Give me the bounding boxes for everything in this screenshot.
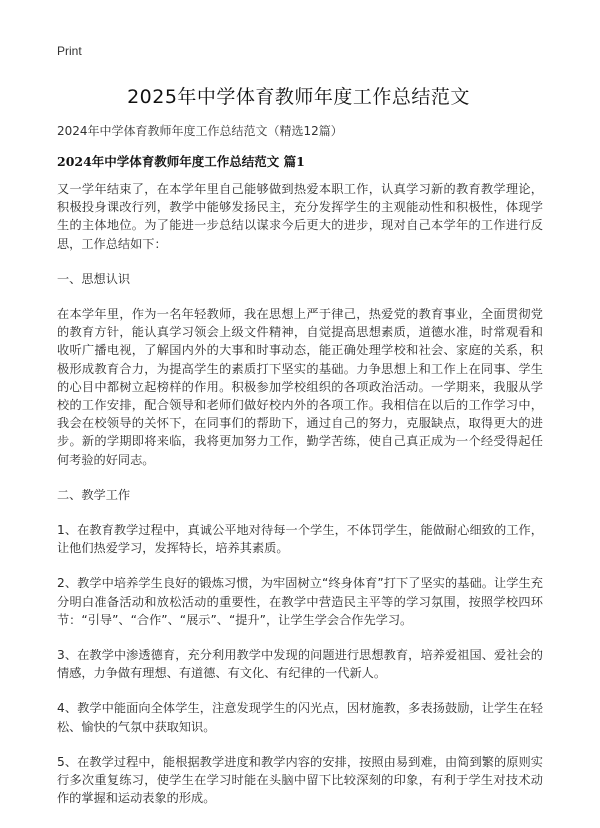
teaching-item-1: 1、在教育教学过程中，真诚公平地对待每一个学生，不体罚学生，能做耐心细致的工作，让他们热爱学习，发挥特长，培养其素质。 <box>57 523 543 556</box>
document-title: 2025年中学体育教师年度工作总结范文 <box>127 86 470 108</box>
teaching-item-5: 5、在教学过程中，能根据教学进度和教学内容的安排，按照由易到难，由简到繁的原则实行多次重复练习，使学生在学习时能在头脑中留下比较深刻的印象，有利于学生对技术动作的掌握和运动表象的形成。 <box>57 754 543 806</box>
teaching-item-3: 3、在教学中渗透德育，充分利用教学中发现的问题进行思想教育，培养爱祖国、爱社会的情感，力争做有理想、有道德、有文化、有纪律的一代新人。 <box>57 648 543 681</box>
print-link[interactable]: Print <box>57 44 82 58</box>
heading-teaching: 二、教学工作 <box>57 487 131 502</box>
document-subtitle: 2024年中学体育教师年度工作总结范文（精选12篇） <box>57 124 343 138</box>
teaching-item-4: 4、教学中能面向全体学生，注意发现学生的闪光点，因材施教，多表扬鼓励，让学生在轻松、愉快的气氛中获取知识。 <box>57 701 543 734</box>
section-title: 2024年中学体育教师年度工作总结范文 篇1 <box>57 154 305 169</box>
heading-ideology: 一、思想认识 <box>57 271 131 286</box>
teaching-item-2: 2、教学中培养学生良好的锻炼习惯，为牢固树立“终身体育”打下了坚实的基础。让学生充分明白准备活动和放松活动的重要性，在教学中营造民主平等的学习氛围，按照学校四环节：“引导”、“合作”、“展示”、“提升”，让学生学会合作先学习。 <box>57 576 543 627</box>
ideology-paragraph: 在本学年里，作为一名年轻教师，我在思想上严于律己，热爱党的教育事业，全面贯彻党的教育方针，能认真学习领会上级文件精神，自觉提高思想素质，道德水准，时常观看和收听广播电视，了解国内外的大事和时事动态，能正确处理学校和社会、家庭的关系，积极形成教育合力，为提高学生的素质打下坚实的基础。力争思想上和工作上在同事、学生的心目中都树立起榜样的作用。积极参加学校组织的各项政治活动。一学期来，我服从学校的工作安排，配合领导和老师们做好校内外的各项工作。我相信在以后的工作学习中，我会在校领导的关怀下，在同事们的帮助下，通过自己的努力，克服缺点，取得更大的进步。新的学期即将来临，我将更加努力工作，勤学苦练，使自己真正成为一个经受得起任何考验的好同志。 <box>57 307 543 467</box>
document-content <box>57 180 543 824</box>
intro-paragraph: 又一学年结束了，在本学年里自己能够做到热爱本职工作，认真学习新的教育教学理论，积极投身课改行列，教学中能够发扬民主，充分发挥学生的主观能动性和积极性，体现学生的主体地位。为了能进一步总结以谋求今后更大的进步，现对自己本学年的工作进行反思，工作总结如下： <box>57 182 543 251</box>
